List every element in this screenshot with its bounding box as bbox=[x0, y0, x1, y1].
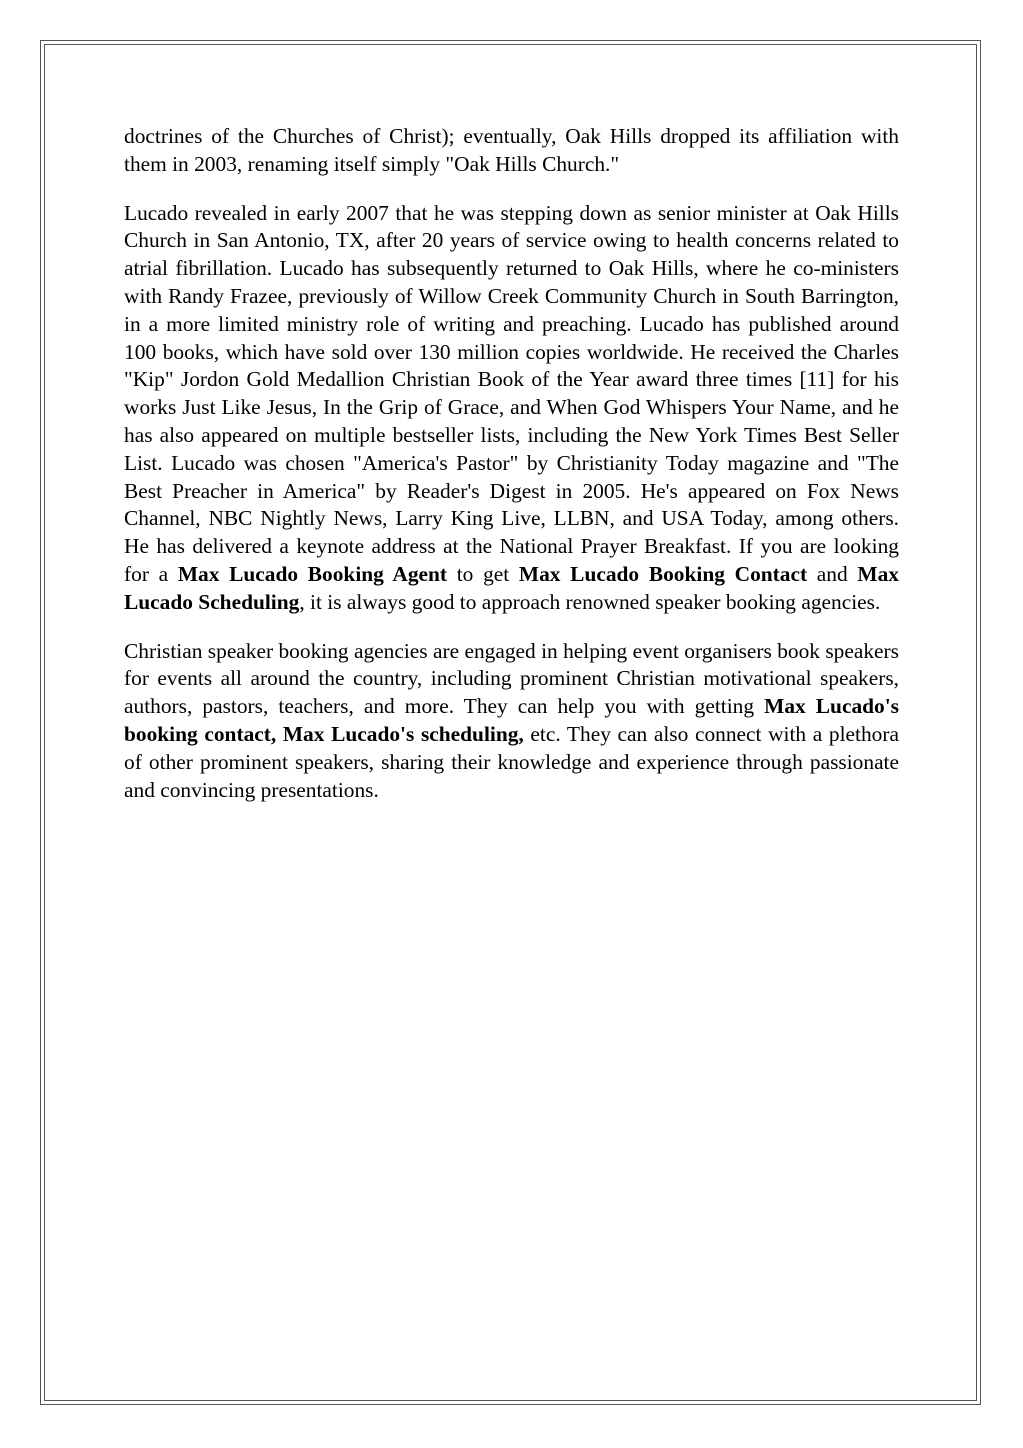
text-segment: etc. They can also connect with a plethora of other prominent speakers, sharing their knowledge and experience through passionate and convincing presentations. bbox=[124, 721, 899, 802]
bold-keyword: Max Lucado Booking Agent bbox=[177, 561, 448, 586]
paragraph-lucado-biography bbox=[124, 200, 899, 617]
text-segment: to get bbox=[447, 561, 519, 586]
text-segment: Lucado revealed in early 2007 that he was stepping down as senior minister at Oak Hills Church in San Antonio, TX, after 20 years of service owing to health concerns related to atrial fibrillation. Lucado has subsequently returned to Oak Hills, where he co-ministers with Randy Frazee, previously of Willow Creek Community Church in South Barrington, in a more limited ministry role of writing and preaching. Lucado has published around 100 books, which have sold over 130 million copies worldwide. He received the Charles "Kip" Jordon Gold Medallion Christian Book of the Year award three times [11] for his works Just Like Jesus, In the Grip of Grace, and When God Whispers Your Name, and he has also appeared on multiple bestseller lists, including the New York Times Best Seller List. Lucado was chosen "America's Pastor" by Christianity Today magazine and "The Best Preacher in America" by Reader's Digest in 2005. He's appeared on Fox News Channel, NBC Nightly News, Larry King Live, LLBN, and USA Today, among others. He has delivered a keynote address at the National Prayer Breakfast. If you are looking for a bbox=[124, 200, 899, 586]
text-segment: doctrines of the Churches of Christ); eventually, Oak Hills dropped its affiliation with them in 2003, renaming itself simply "Oak Hills Church." bbox=[124, 124, 899, 176]
bold-keyword: Max Lucado Booking Contact bbox=[518, 561, 808, 586]
paragraph-booking-agencies bbox=[124, 638, 899, 805]
bold-keyword: Max Lucado Scheduling bbox=[124, 561, 899, 614]
document-body bbox=[124, 123, 899, 825]
text-segment: Christian speaker booking agencies are engaged in helping event organisers book speakers for events all around the country, including prominent Christian motivational speakers, authors, pastors, teachers, and more. They can help you with getting bbox=[124, 638, 899, 719]
text-segment: , it is always good to approach renowned speaker booking agencies. bbox=[299, 589, 881, 614]
text-segment: and bbox=[807, 561, 858, 586]
paragraph-oak-hills-affiliation bbox=[124, 123, 899, 179]
bold-keyword: Max Lucado's booking contact, Max Lucado's scheduling, bbox=[124, 694, 899, 746]
